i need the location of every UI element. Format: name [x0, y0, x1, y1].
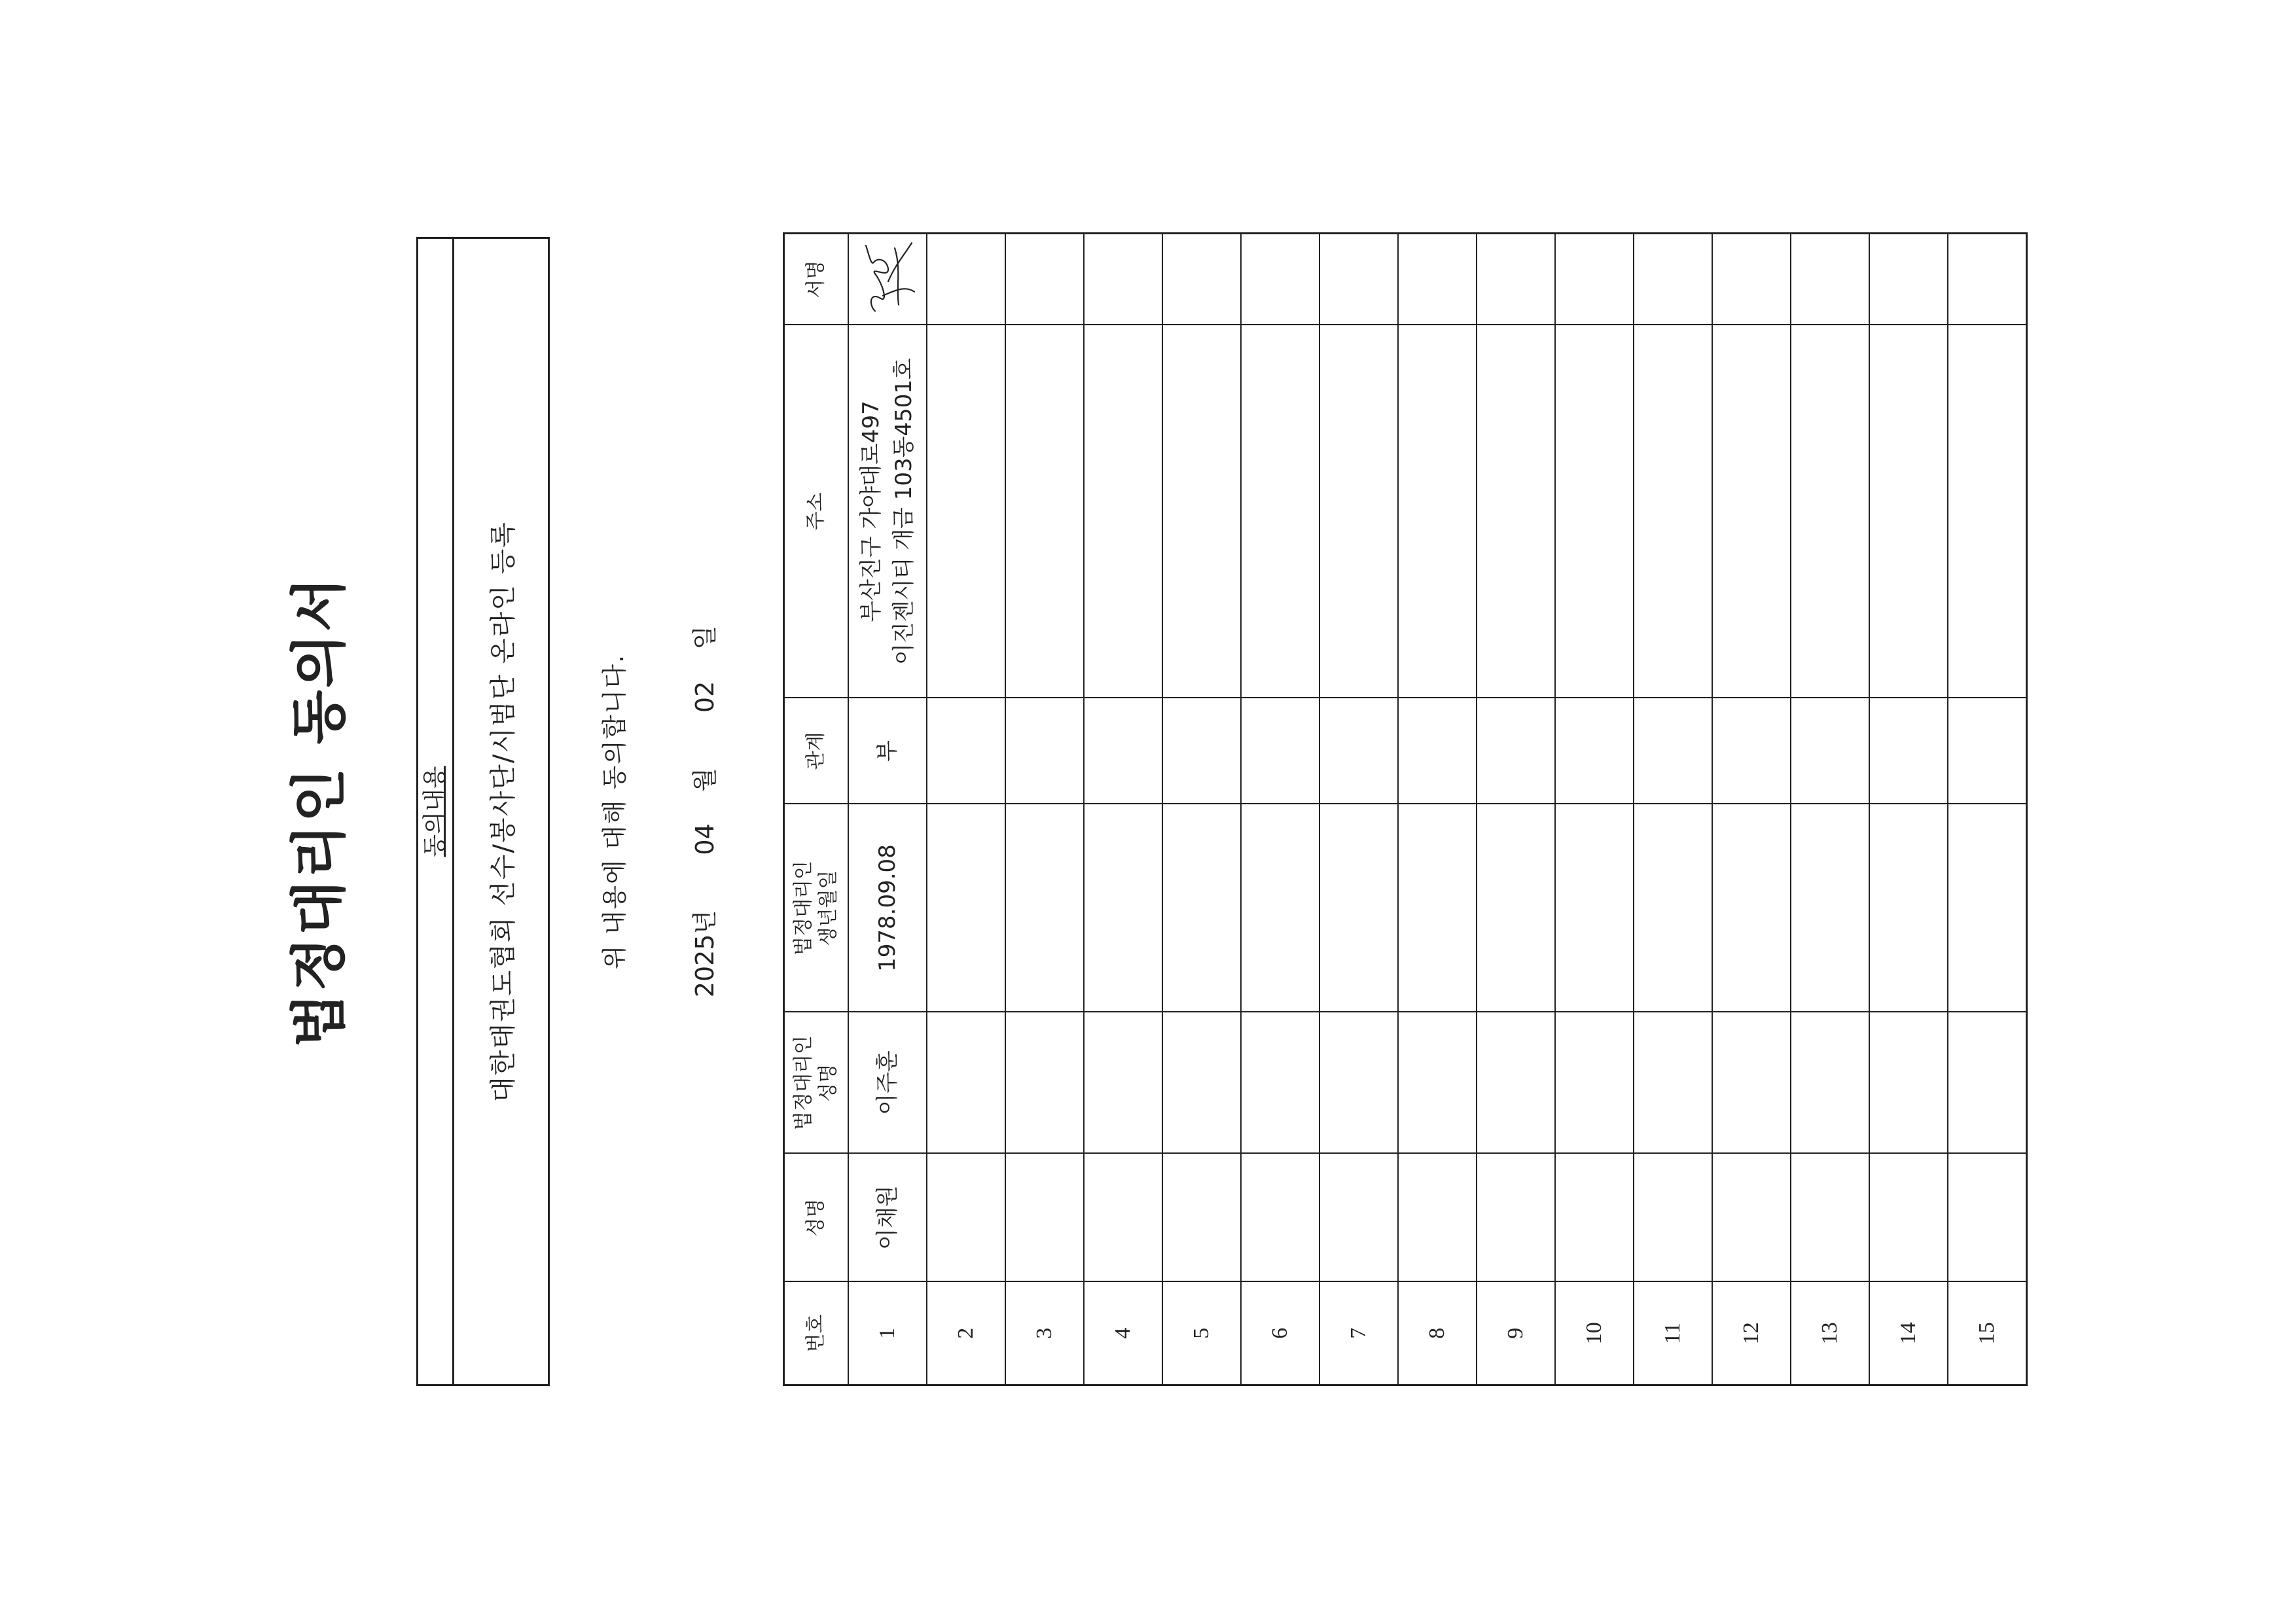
- cell-guardian-birth: [1791, 804, 1869, 1012]
- cell-guardian-name: [1241, 1012, 1319, 1154]
- table-row: [1869, 234, 1948, 1385]
- cell-number: 9: [1477, 1282, 1555, 1385]
- cell-name: [1162, 1154, 1241, 1282]
- cell-signature: [1791, 234, 1869, 325]
- cell-guardian-birth: [1005, 804, 1084, 1012]
- cell-signature: [1948, 234, 2027, 325]
- cell-guardian-birth: 1978.09.08: [848, 804, 927, 1012]
- cell-relation: [1398, 698, 1477, 804]
- table-row: [1555, 234, 1634, 1385]
- cell-address: [1005, 325, 1084, 698]
- header-address: 주소: [784, 325, 849, 698]
- cell-guardian-birth: [1398, 804, 1477, 1012]
- cell-guardian-name: [1869, 1012, 1948, 1154]
- cell-guardian-name: [1712, 1012, 1791, 1154]
- cell-number: 3: [1005, 1282, 1084, 1385]
- cell-signature: [1555, 234, 1634, 325]
- cell-number: 8: [1398, 1282, 1477, 1385]
- date-month-label: 월: [691, 768, 719, 793]
- cell-guardian-name: [1477, 1012, 1555, 1154]
- cell-guardian-name: [1162, 1012, 1241, 1154]
- cell-relation: [1084, 698, 1162, 804]
- cell-guardian-name: [1084, 1012, 1162, 1154]
- cell-address: [1241, 325, 1319, 698]
- cell-relation: [1712, 698, 1791, 804]
- cell-guardian-birth: [1634, 804, 1712, 1012]
- cell-relation: [1555, 698, 1634, 804]
- date-day-label: 일: [691, 625, 719, 650]
- cell-relation: [1241, 698, 1319, 804]
- cell-signature: [1005, 234, 1084, 325]
- cell-number: 14: [1869, 1282, 1948, 1385]
- table-row: [1712, 234, 1791, 1385]
- cell-relation: [1477, 698, 1555, 804]
- cell-address: [1084, 325, 1162, 698]
- agree-statement: 위 내용에 대해 동의합니다.: [600, 653, 629, 970]
- cell-signature: [1712, 234, 1791, 325]
- consent-header: 동의내용: [418, 239, 454, 1384]
- cell-guardian-name: [1005, 1012, 1084, 1154]
- cell-name: [1634, 1154, 1712, 1282]
- cell-guardian-birth: [1477, 804, 1555, 1012]
- cell-guardian-name: [1791, 1012, 1869, 1154]
- cell-signature: [1398, 234, 1477, 325]
- table-row: [1791, 234, 1869, 1385]
- cell-number: 10: [1555, 1282, 1634, 1385]
- cell-relation: 부: [848, 698, 927, 804]
- cell-name: [1712, 1154, 1791, 1282]
- cell-address: [1791, 325, 1869, 698]
- header-guardian-name: 법정대리인 성명: [784, 1012, 849, 1154]
- header-signature: 서명: [784, 234, 849, 325]
- cell-signature: [848, 234, 927, 325]
- table-row: [927, 234, 1005, 1385]
- cell-guardian-birth: [1162, 804, 1241, 1012]
- cell-guardian-name: [1948, 1012, 2027, 1154]
- cell-name: [1084, 1154, 1162, 1282]
- cell-guardian-name: [927, 1012, 1005, 1154]
- cell-name: [1398, 1154, 1477, 1282]
- header-name: 성명: [784, 1154, 849, 1282]
- cell-relation: [1791, 698, 1869, 804]
- cell-name: [1241, 1154, 1319, 1282]
- cell-guardian-birth: [1869, 804, 1948, 1012]
- table-row: [1948, 234, 2027, 1385]
- cell-name: [1948, 1154, 2027, 1282]
- cell-relation: [1162, 698, 1241, 804]
- cell-address: [927, 325, 1005, 698]
- cell-guardian-name: [1319, 1012, 1398, 1154]
- consent-content: 대한태권도협회 선수/봉사단/시범단 온라인 등록: [488, 521, 518, 1102]
- cell-name: [1477, 1154, 1555, 1282]
- table-row: [1398, 234, 1477, 1385]
- cell-relation: [1319, 698, 1398, 804]
- cell-guardian-birth: [927, 804, 1005, 1012]
- cell-number: 5: [1162, 1282, 1241, 1385]
- header-number: 번호: [784, 1282, 849, 1385]
- cell-guardian-birth: [1241, 804, 1319, 1012]
- cell-address: [1398, 325, 1477, 698]
- cell-address: [1162, 325, 1241, 698]
- cell-address: [1948, 325, 2027, 698]
- date-line: [685, 0, 721, 1623]
- cell-name: [1791, 1154, 1869, 1282]
- consent-box: [416, 237, 550, 1386]
- cell-name: [1005, 1154, 1084, 1282]
- cell-guardian-birth: [1319, 804, 1398, 1012]
- cell-signature: [1634, 234, 1712, 325]
- cell-number: 13: [1791, 1282, 1869, 1385]
- guardian-table: [783, 232, 2028, 1386]
- cell-name: [927, 1154, 1005, 1282]
- cell-relation: [1948, 698, 2027, 804]
- cell-number: 12: [1712, 1282, 1791, 1385]
- cell-relation: [1005, 698, 1084, 804]
- cell-name: [1319, 1154, 1398, 1282]
- cell-name: 이채원: [848, 1154, 927, 1282]
- date-year: 2025년: [691, 910, 719, 998]
- cell-relation: [1634, 698, 1712, 804]
- table-row: [1319, 234, 1398, 1385]
- date-month-value: 04: [691, 823, 719, 855]
- cell-address: [1555, 325, 1634, 698]
- cell-signature: [1319, 234, 1398, 325]
- cell-address: [1634, 325, 1712, 698]
- table-row: [1241, 234, 1319, 1385]
- cell-signature: [1162, 234, 1241, 325]
- cell-number: 2: [927, 1282, 1005, 1385]
- cell-guardian-name: [1555, 1012, 1634, 1154]
- cell-number: 1: [848, 1282, 927, 1385]
- cell-guardian-birth: [1712, 804, 1791, 1012]
- cell-address: 부산진구 가야대로497 이진젠시티 개금 103동4501호: [848, 325, 927, 698]
- cell-name: [1555, 1154, 1634, 1282]
- header-guardian-birth: 법정대리인 생년월일: [784, 804, 849, 1012]
- cell-relation: [927, 698, 1005, 804]
- cell-number: 11: [1634, 1282, 1712, 1385]
- table-row: [1084, 234, 1162, 1385]
- cell-address: [1869, 325, 1948, 698]
- header-relation: 관계: [784, 698, 849, 804]
- cell-name: [1869, 1154, 1948, 1282]
- handwritten-signature: [849, 234, 926, 325]
- cell-address: [1477, 325, 1555, 698]
- cell-signature: [1084, 234, 1162, 325]
- table-row: [1477, 234, 1555, 1385]
- table-row: [1634, 234, 1712, 1385]
- cell-signature: [1869, 234, 1948, 325]
- cell-signature: [1477, 234, 1555, 325]
- table-row: [1162, 234, 1241, 1385]
- cell-number: 15: [1948, 1282, 2027, 1385]
- cell-relation: [1869, 698, 1948, 804]
- cell-number: 7: [1319, 1282, 1398, 1385]
- table-body: [848, 234, 2027, 1385]
- cell-number: 4: [1084, 1282, 1162, 1385]
- table-row: [1005, 234, 1084, 1385]
- date-day-value: 02: [691, 681, 719, 713]
- table-row: [848, 234, 927, 1385]
- page-title: 법정대리인 동의서: [287, 575, 352, 1048]
- cell-guardian-birth: [1948, 804, 2027, 1012]
- cell-signature: [1241, 234, 1319, 325]
- cell-guardian-name: [1634, 1012, 1712, 1154]
- cell-number: 6: [1241, 1282, 1319, 1385]
- cell-guardian-birth: [1555, 804, 1634, 1012]
- cell-guardian-name: 이주훈: [848, 1012, 927, 1154]
- cell-guardian-name: [1398, 1012, 1477, 1154]
- cell-address: [1712, 325, 1791, 698]
- cell-address: [1319, 325, 1398, 698]
- cell-signature: [927, 234, 1005, 325]
- cell-guardian-birth: [1084, 804, 1162, 1012]
- table-header-row: [784, 234, 849, 1385]
